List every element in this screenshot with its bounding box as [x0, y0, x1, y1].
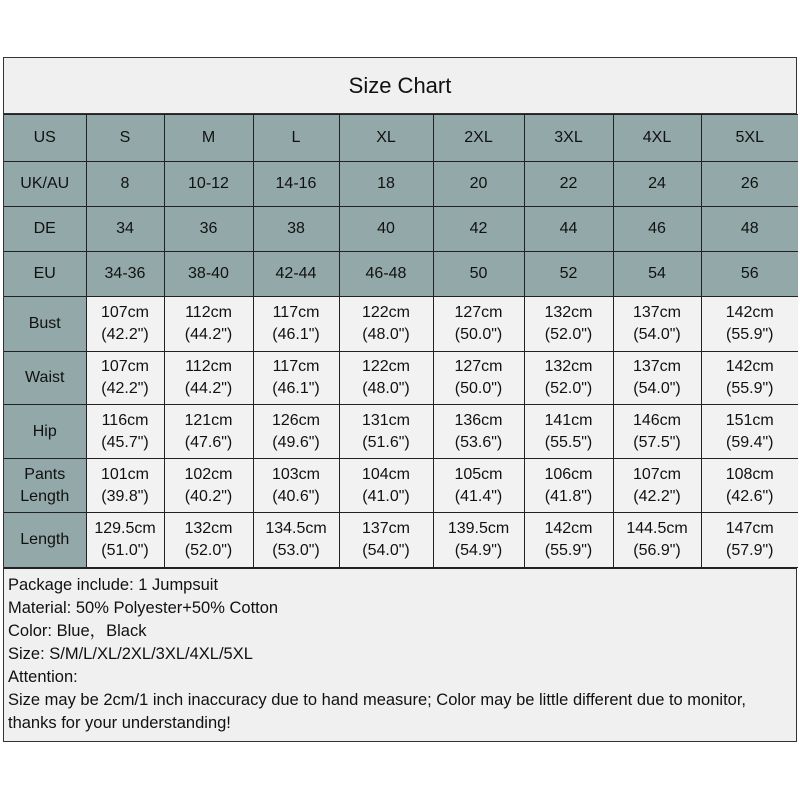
measurement-cell — [164, 513, 253, 568]
row-label: EU — [4, 252, 86, 297]
inch-value: (57.5") — [633, 433, 681, 451]
measurement-cell — [524, 352, 613, 405]
cm-value: 127cm — [454, 304, 503, 321]
inch-value: (49.6") — [272, 433, 320, 451]
measurement-cell — [86, 459, 164, 513]
inch-value: (48.0") — [362, 380, 410, 397]
inch-value: (53.0") — [272, 542, 320, 559]
row-label: Bust — [4, 297, 86, 352]
inch-value: (42.2") — [633, 487, 681, 505]
size-cell: 18 — [339, 162, 433, 207]
size-row — [4, 115, 798, 162]
measurement-cell — [86, 513, 164, 568]
inch-value: (55.9") — [544, 542, 593, 559]
cm-value: 142cm — [544, 520, 593, 537]
cm-value: 137cm — [632, 304, 682, 321]
measurement-cell — [613, 459, 701, 513]
inch-value: (52.0") — [544, 326, 593, 343]
inch-value: (42.2") — [101, 380, 149, 397]
size-cell: 8 — [86, 162, 164, 207]
row-label: Length — [4, 513, 86, 568]
cm-value: 126cm — [271, 411, 321, 429]
measurement-cell — [701, 352, 798, 405]
cm-value: 131cm — [361, 411, 411, 429]
measurement-cell — [339, 352, 433, 405]
size-cell: 10-12 — [164, 162, 253, 207]
cm-value: 107cm — [632, 465, 682, 483]
size-cell: 26 — [701, 162, 798, 207]
measurement-cell — [524, 513, 613, 568]
measurement-cell — [339, 405, 433, 459]
measurement-cell — [613, 352, 701, 405]
inch-value: (40.6") — [272, 487, 320, 505]
row-label: DE — [4, 207, 86, 252]
inch-value: (50.0") — [454, 326, 503, 343]
row-label: Waist — [4, 352, 86, 405]
inch-value: (55.9") — [726, 326, 774, 343]
row-label: UK/AU — [4, 162, 86, 207]
inch-value: (44.2") — [184, 380, 233, 397]
cm-value: 127cm — [454, 358, 503, 375]
measurement-cell — [433, 405, 524, 459]
measurement-cell — [433, 459, 524, 513]
product-notes — [4, 568, 796, 741]
inch-value: (54.0") — [362, 542, 410, 559]
measurement-row — [4, 297, 798, 352]
cm-value: 105cm — [454, 465, 503, 483]
size-cell: 40 — [339, 207, 433, 252]
inch-value: (42.6") — [726, 487, 774, 505]
size-cell: 3XL — [524, 115, 613, 162]
cm-value: 117cm — [272, 304, 320, 321]
inch-value: (55.5") — [544, 433, 593, 451]
measurement-cell — [613, 297, 701, 352]
cm-value: 139.5cm — [447, 520, 510, 537]
cm-value: 121cm — [184, 411, 233, 429]
row-label: Pants Length — [4, 459, 86, 513]
measurement-cell — [253, 459, 339, 513]
measurement-cell — [701, 459, 798, 513]
cm-value: 117cm — [272, 358, 320, 375]
size-row — [4, 162, 798, 207]
size-cell: 42-44 — [253, 252, 339, 297]
cm-value: 106cm — [544, 465, 593, 483]
inch-value: (54.0") — [633, 326, 681, 343]
cm-value: 102cm — [184, 465, 233, 483]
cm-value: 146cm — [632, 411, 682, 429]
inch-value: (51.0") — [101, 542, 149, 559]
cm-value: 129.5cm — [94, 520, 156, 537]
size-table — [4, 114, 798, 568]
row-label: Hip — [4, 405, 86, 459]
measurement-cell — [433, 352, 524, 405]
cm-value: 137cm — [361, 520, 411, 537]
cm-value: 134.5cm — [265, 520, 327, 537]
measurement-cell — [613, 513, 701, 568]
size-cell: 4XL — [613, 115, 701, 162]
cm-value: 137cm — [632, 358, 682, 375]
inch-value: (40.2") — [184, 487, 233, 505]
cm-value: 147cm — [725, 520, 774, 537]
measurement-cell — [253, 513, 339, 568]
measurement-cell — [524, 297, 613, 352]
inch-value: (56.9") — [633, 542, 681, 559]
cm-value: 142cm — [725, 358, 774, 375]
inch-value: (52.0") — [184, 542, 233, 559]
measurement-cell — [701, 405, 798, 459]
measurement-cell — [433, 513, 524, 568]
measurement-row — [4, 352, 798, 405]
cm-value: 136cm — [454, 411, 503, 429]
measurement-row — [4, 459, 798, 513]
measurement-cell — [253, 297, 339, 352]
measurement-cell — [701, 513, 798, 568]
size-cell: 22 — [524, 162, 613, 207]
inch-value: (48.0") — [362, 326, 410, 343]
measurement-cell — [86, 352, 164, 405]
cm-value: 116cm — [101, 411, 149, 429]
inch-value: (51.6") — [362, 433, 410, 451]
measurement-cell — [86, 405, 164, 459]
measurement-cell — [339, 459, 433, 513]
measurement-cell — [613, 405, 701, 459]
size-cell: 2XL — [433, 115, 524, 162]
inch-value: (59.4") — [726, 433, 774, 451]
measurement-cell — [164, 459, 253, 513]
size-cell: M — [164, 115, 253, 162]
inch-value: (52.0") — [544, 380, 593, 397]
cm-value: 132cm — [544, 304, 593, 321]
size-cell: 34-36 — [86, 252, 164, 297]
note-line: Size: S/M/L/XL/2XL/3XL/4XL/5XL — [8, 645, 253, 663]
chart-title: Size Chart — [4, 58, 796, 114]
size-row — [4, 252, 798, 297]
cm-value: 132cm — [544, 358, 593, 375]
cm-value: 107cm — [100, 358, 150, 375]
size-cell: 38-40 — [164, 252, 253, 297]
size-cell: 24 — [613, 162, 701, 207]
size-row — [4, 207, 798, 252]
inch-value: (41.4") — [454, 487, 503, 505]
cm-value: 141cm — [544, 411, 593, 429]
size-cell: 42 — [433, 207, 524, 252]
inch-value: (41.0") — [362, 487, 410, 505]
measurement-cell — [433, 297, 524, 352]
inch-value: (41.8") — [544, 487, 593, 505]
row-label: US — [4, 115, 86, 162]
cm-value: 104cm — [361, 465, 411, 483]
measurement-cell — [339, 513, 433, 568]
size-cell: 52 — [524, 252, 613, 297]
note-line: Material: 50% Polyester+50% Cotton — [8, 599, 279, 617]
measurement-row — [4, 405, 798, 459]
measurement-cell — [701, 297, 798, 352]
size-cell: 20 — [433, 162, 524, 207]
measurement-cell — [253, 352, 339, 405]
inch-value: (54.9") — [454, 542, 503, 559]
size-cell: 36 — [164, 207, 253, 252]
size-chart — [3, 57, 797, 742]
size-cell: 46-48 — [339, 252, 433, 297]
size-cell: 5XL — [701, 115, 798, 162]
measurement-row — [4, 513, 798, 568]
inch-value: (42.2") — [101, 326, 149, 343]
cm-value: 144.5cm — [626, 520, 688, 537]
inch-value: (47.6") — [184, 433, 233, 451]
measurement-cell — [164, 352, 253, 405]
note-line: Size may be 2cm/1 inch inaccuracy due to hand measure; Color may be little different due to monitor, thanks for your understanding! — [8, 691, 746, 732]
cm-value: 122cm — [361, 358, 411, 375]
cm-value: 107cm — [100, 304, 150, 321]
cm-value: 151cm — [725, 411, 774, 429]
cm-value: 132cm — [184, 520, 233, 537]
measurement-cell — [253, 405, 339, 459]
size-cell: S — [86, 115, 164, 162]
cm-value: 108cm — [725, 465, 774, 483]
measurement-cell — [524, 459, 613, 513]
inch-value: (57.9") — [726, 542, 774, 559]
size-cell: 38 — [253, 207, 339, 252]
measurement-cell — [524, 405, 613, 459]
size-cell: 44 — [524, 207, 613, 252]
size-cell: L — [253, 115, 339, 162]
cm-value: 142cm — [725, 304, 774, 321]
size-cell: 34 — [86, 207, 164, 252]
inch-value: (46.1") — [272, 326, 320, 343]
cm-value: 122cm — [361, 304, 411, 321]
measurement-cell — [86, 297, 164, 352]
cm-value: 112cm — [185, 358, 232, 375]
size-cell: 54 — [613, 252, 701, 297]
size-cell: XL — [339, 115, 433, 162]
inch-value: (53.6") — [454, 433, 503, 451]
cm-value: 101cm — [100, 465, 150, 483]
inch-value: (55.9") — [726, 380, 774, 397]
size-cell: 50 — [433, 252, 524, 297]
note-line: Color: Blue，Black — [8, 622, 147, 640]
inch-value: (45.7") — [101, 433, 149, 451]
size-cell: 48 — [701, 207, 798, 252]
cm-value: 103cm — [271, 465, 321, 483]
cm-value: 112cm — [185, 304, 232, 321]
measurement-cell — [164, 297, 253, 352]
note-line: Attention: — [8, 668, 78, 686]
inch-value: (50.0") — [454, 380, 503, 397]
size-cell: 46 — [613, 207, 701, 252]
note-line: Package include: 1 Jumpsuit — [8, 576, 219, 594]
inch-value: (39.8") — [101, 487, 149, 505]
inch-value: (46.1") — [272, 380, 320, 397]
measurement-cell — [339, 297, 433, 352]
inch-value: (54.0") — [633, 380, 681, 397]
size-cell: 14-16 — [253, 162, 339, 207]
size-cell: 56 — [701, 252, 798, 297]
measurement-cell — [164, 405, 253, 459]
inch-value: (44.2") — [184, 326, 233, 343]
